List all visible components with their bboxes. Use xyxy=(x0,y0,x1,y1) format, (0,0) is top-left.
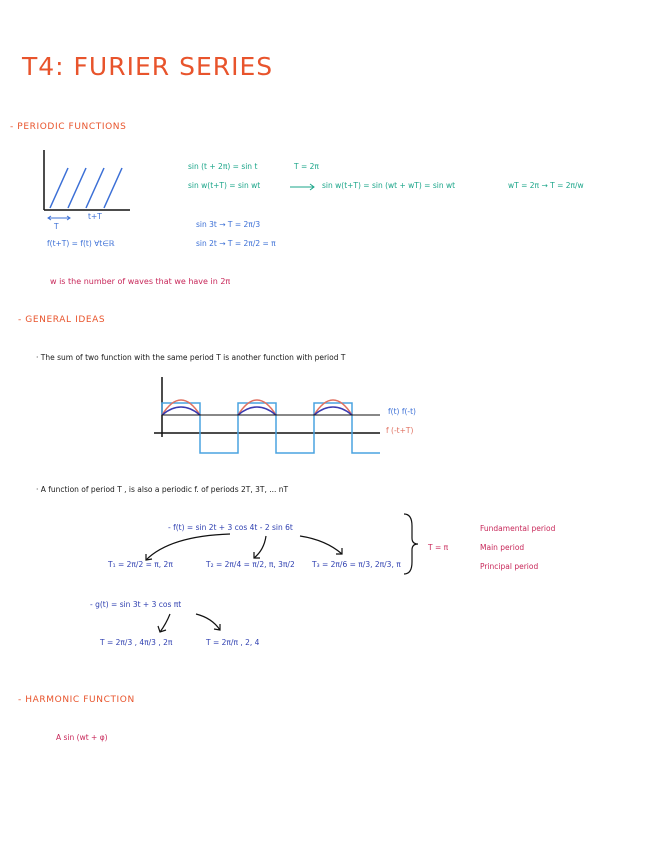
equation-sin-shift: sin (t + 2π) = sin t xyxy=(188,162,258,171)
page-title: T4: FURIER SERIES xyxy=(22,52,274,81)
square-wave-graph xyxy=(150,375,390,460)
period-result: T = π xyxy=(428,543,449,552)
harmonic-formula: A sin (wt + φ) xyxy=(56,733,108,742)
label-main-period: Main period xyxy=(480,543,525,552)
note-waves: w is the number of waves that we have in 2π xyxy=(50,277,231,286)
equation-sin-w: sin w(t+T) = sin wt xyxy=(188,181,261,190)
axis-label-t-plus-T: t+T xyxy=(88,212,102,221)
period-T2: T₂ = 2π/4 = π/2, π, 3π/2 xyxy=(206,560,295,569)
equation-sin-w-expanded: sin w(t+T) = sin (wt + wT) = sin wt xyxy=(322,181,456,190)
brace-icon xyxy=(400,512,420,576)
section-heading-periodic: - PERIODIC FUNCTIONS xyxy=(10,122,127,132)
bullet-multiple-periods: · A function of period T , is also a periodic f. of periods 2T, 3T, ... nT xyxy=(36,485,289,494)
periodic-definition: f(t+T) = f(t) ∀t∈ℝ xyxy=(47,239,115,248)
legend-f-shifted: f (-t+T) xyxy=(386,426,414,435)
axis-label-T: T xyxy=(54,222,59,231)
equation-wT-result: wT = 2π → T = 2π/w xyxy=(508,181,584,190)
section-heading-harmonic: - HARMONIC FUNCTION xyxy=(18,695,135,705)
legend-f: f(t) f(-t) xyxy=(388,407,416,416)
equation-period-2pi: T = 2π xyxy=(294,162,319,171)
period-T1: T₁ = 2π/2 = π, 2π xyxy=(108,560,173,569)
g-period-pi: T = 2π/π , 2, 4 xyxy=(206,638,260,647)
example-sin-3t: sin 3t → T = 2π/3 xyxy=(196,220,261,229)
example-sin-2t: sin 2t → T = 2π/2 = π xyxy=(196,239,276,248)
g-period-list: T = 2π/3 , 4π/3 , 2π xyxy=(100,638,173,647)
section-heading-general: - GENERAL IDEAS xyxy=(18,315,106,325)
period-T3: T₃ = 2π/6 = π/3, 2π/3, π xyxy=(312,560,401,569)
bullet-sum-functions: · The sum of two function with the same period T is another function with period T xyxy=(36,353,346,362)
example-g: - g(t) = sin 3t + 3 cos πt xyxy=(90,600,182,609)
arrow-icon xyxy=(290,183,316,191)
label-principal-period: Principal period xyxy=(480,562,539,571)
label-fundamental-period: Fundamental period xyxy=(480,524,556,533)
example-f: - f(t) = sin 2t + 3 cos 4t - 2 sin 6t xyxy=(168,523,293,532)
arrows-g-periods xyxy=(140,612,250,636)
